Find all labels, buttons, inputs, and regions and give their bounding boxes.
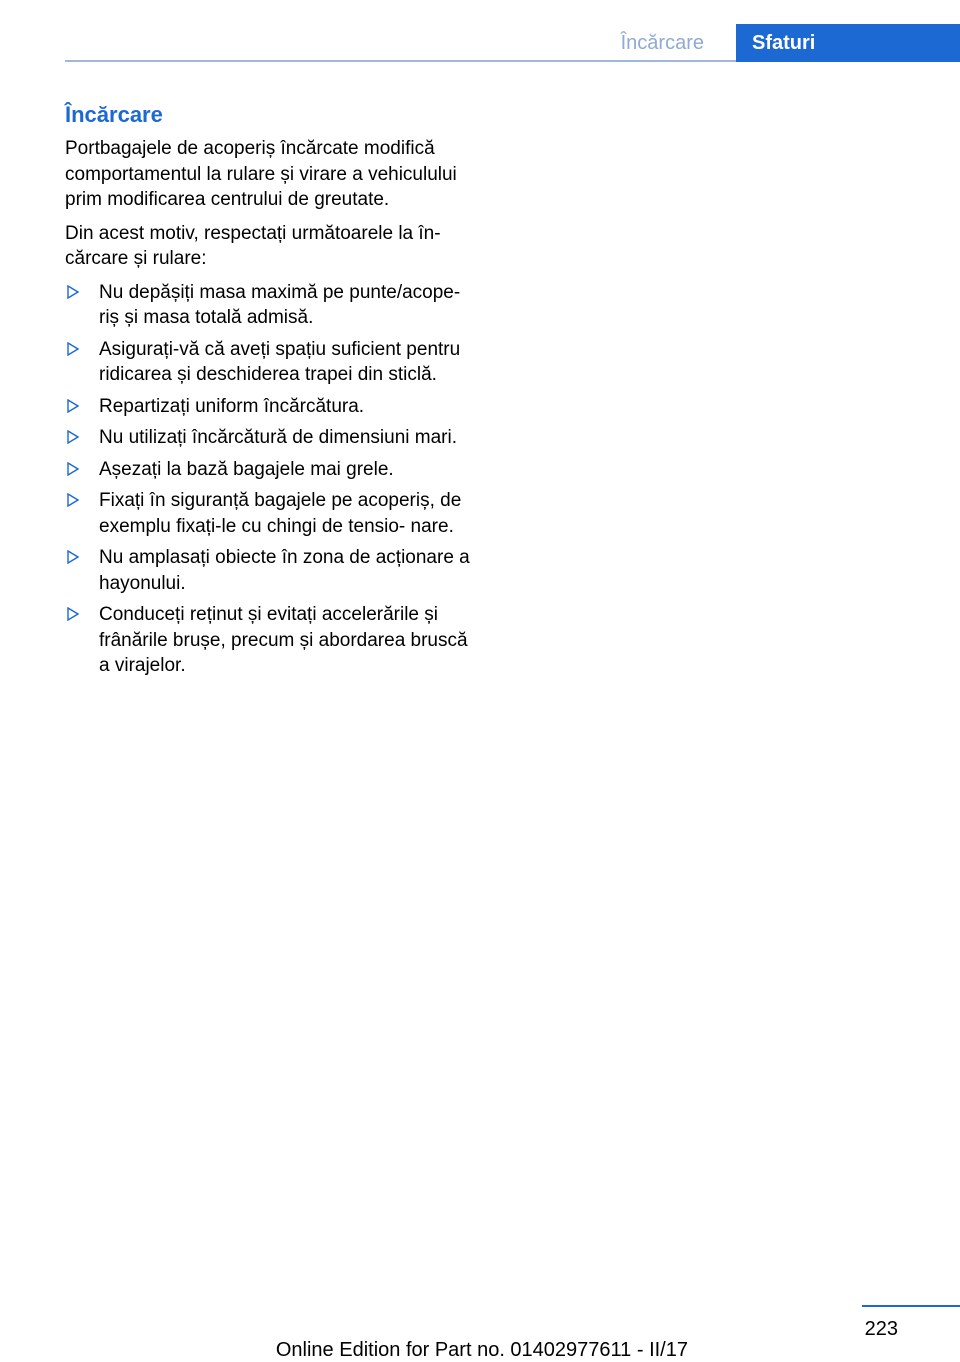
list-item bbox=[65, 337, 483, 388]
list-item bbox=[65, 602, 483, 679]
triangle-right-outline-icon bbox=[67, 550, 79, 564]
list-item bbox=[65, 488, 483, 539]
edition-footer: Online Edition for Part no. 01402977611 - II/17 bbox=[275, 1339, 688, 1361]
bullet-list bbox=[65, 280, 483, 679]
header-chapter-tab: Sfaturi bbox=[736, 24, 960, 62]
list-item bbox=[65, 394, 483, 420]
triangle-right-outline-icon bbox=[67, 607, 79, 621]
triangle-right-outline-icon bbox=[67, 430, 79, 444]
section-title: Încărcare bbox=[65, 102, 163, 127]
paragraph-instructions: Din acest motiv, respectați următoarele la în‐ cărcare și rulare: bbox=[65, 222, 441, 269]
list-item bbox=[65, 545, 483, 596]
list-item bbox=[65, 425, 483, 451]
list-item bbox=[65, 457, 483, 483]
page-number: 223 bbox=[864, 1318, 898, 1340]
paragraph-intro: Portbagajele de acoperiș încărcate modifică comportamentul la rulare și virare a vehiculului prim modificarea centrului de greutate. bbox=[65, 138, 457, 210]
triangle-right-outline-icon bbox=[67, 342, 79, 356]
list-item-text: Așezați la bază bagajele mai grele. bbox=[99, 458, 394, 480]
triangle-right-outline-icon bbox=[67, 462, 79, 476]
list-item-text: Nu amplasați obiecte în zona de acționare a hayonului. bbox=[99, 547, 470, 594]
footer-divider bbox=[862, 1305, 960, 1307]
list-item-text: Asigurați-vă că aveți spațiu suficient pentru ridicarea și deschiderea trapei din sticlă. bbox=[99, 338, 461, 385]
header-section-label: Încărcare bbox=[620, 32, 704, 54]
page-content bbox=[65, 100, 483, 685]
list-item-text: Nu depășiți masa maximă pe punte/acope‐ riș și masa totală admisă. bbox=[99, 281, 461, 328]
triangle-right-outline-icon bbox=[67, 493, 79, 507]
list-item-text: Conduceți reținut și evitați accelerările și frânările brușe, precum și abordarea bruscă a virajelor. bbox=[99, 604, 468, 676]
list-item-text: Nu utilizați încărcătură de dimensiuni mari. bbox=[99, 427, 457, 448]
triangle-right-outline-icon bbox=[67, 399, 79, 413]
list-item-text: Fixați în siguranță bagajele pe acoperiș, de exemplu fixați-le cu chingi de tensio‐ nare. bbox=[99, 490, 462, 537]
list-item-text: Repartizați uniform încărcătura. bbox=[99, 395, 365, 417]
triangle-right-outline-icon bbox=[67, 285, 79, 299]
list-item bbox=[65, 280, 483, 331]
